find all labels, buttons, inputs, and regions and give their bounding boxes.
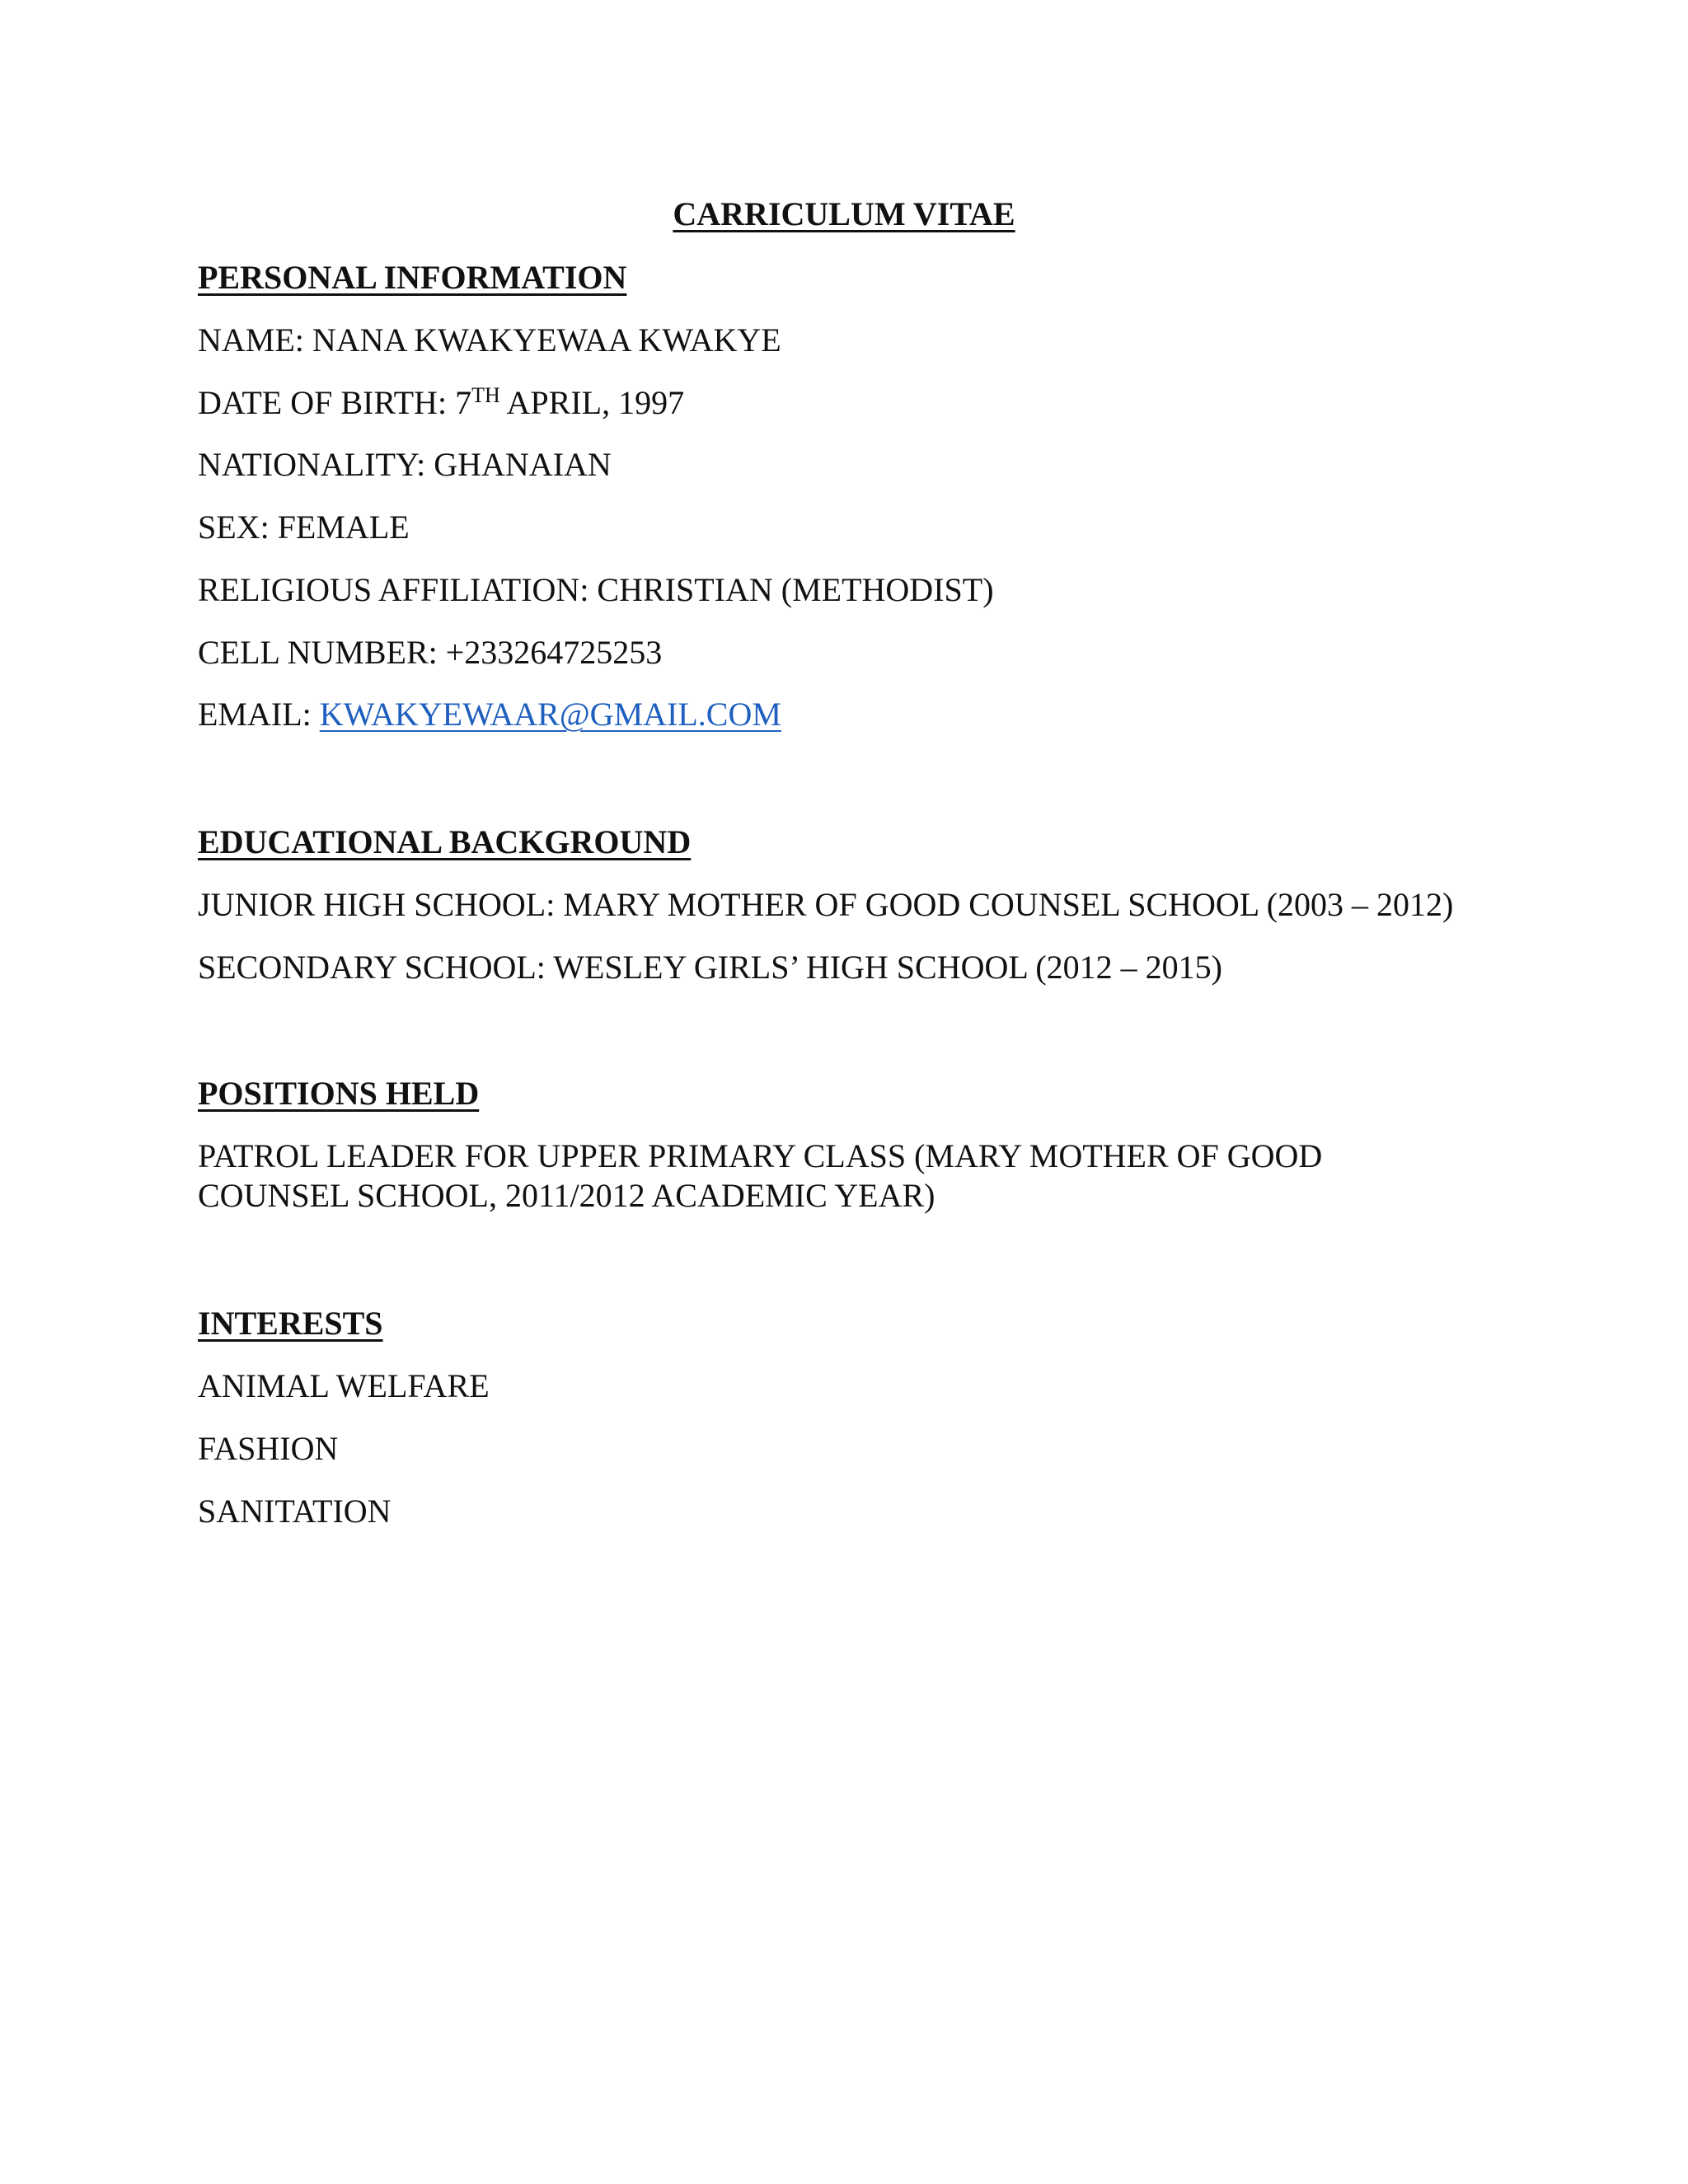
education-item-jhs: JUNIOR HIGH SCHOOL: MARY MOTHER OF GOOD COUNSEL SCHOOL (2003 – 2012) <box>198 886 1454 923</box>
positions-heading: POSITIONS HELD <box>198 1075 480 1112</box>
position-line-1: PATROL LEADER FOR UPPER PRIMARY CLASS (MARY MOTHER OF GOOD <box>198 1137 1323 1174</box>
email-link[interactable]: KWAKYEWAAR@GMAIL.COM <box>319 696 781 733</box>
document-title: CARRICULUM VITAE <box>673 195 1015 232</box>
personal-info-heading: PERSONAL INFORMATION <box>198 259 627 296</box>
education-heading: EDUCATIONAL BACKGROUND <box>198 823 692 860</box>
dob-line <box>198 383 684 423</box>
interest-item-sanitation: SANITATION <box>198 1493 392 1530</box>
cell-line: CELL NUMBER: +233264725253 <box>198 634 663 671</box>
sex-line: SEX: FEMALE <box>198 509 410 546</box>
position-line-2: COUNSEL SCHOOL, 2011/2012 ACADEMIC YEAR) <box>198 1177 935 1214</box>
religion-line: RELIGIOUS AFFILIATION: CHRISTIAN (METHODIST) <box>198 571 994 608</box>
dob-day: 7 <box>455 384 472 421</box>
email-line <box>198 695 781 734</box>
interest-item-animal-welfare: ANIMAL WELFARE <box>198 1367 490 1404</box>
nationality-line: NATIONALITY: GHANAIAN <box>198 446 612 483</box>
dob-label: DATE OF BIRTH: <box>198 384 448 421</box>
education-item-secondary: SECONDARY SCHOOL: WESLEY GIRLS’ HIGH SCHOOL (2012 – 2015) <box>198 949 1222 986</box>
dob-suffix: TH <box>471 383 500 407</box>
interest-item-fashion: FASHION <box>198 1430 339 1467</box>
email-label: EMAIL: <box>198 696 312 733</box>
name-line: NAME: NANA KWAKYEWAA KWAKYE <box>198 321 781 359</box>
dob-rest: APRIL, 1997 <box>506 384 685 421</box>
interests-heading: INTERESTS <box>198 1305 383 1342</box>
